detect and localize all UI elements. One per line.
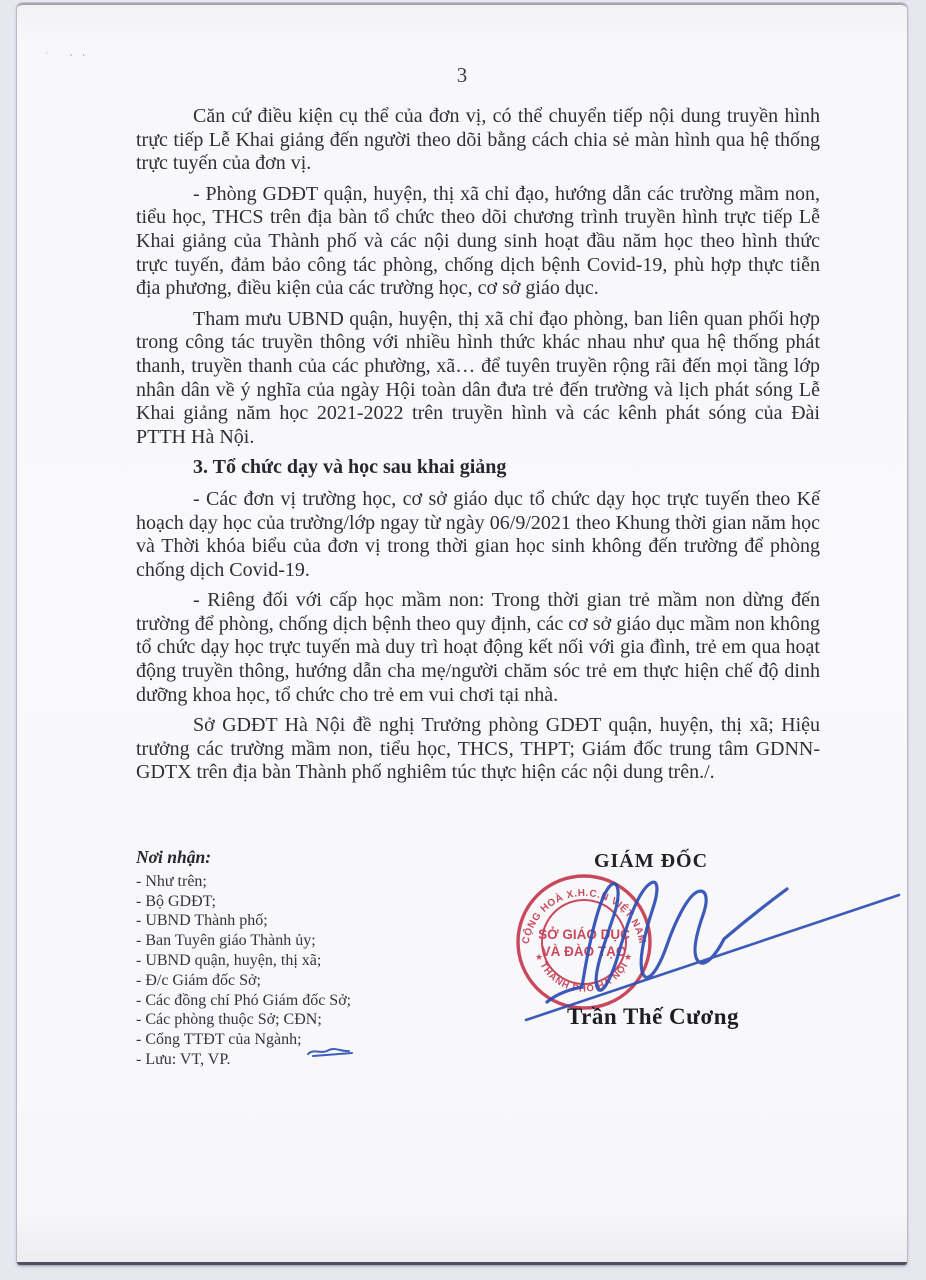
recipient-item: - UBND Thành phố; [136,912,268,930]
recipients-block [136,848,351,1070]
section-heading: 3. Tổ chức dạy và học sau khai giảng [193,456,507,479]
paragraph: - Riêng đối với cấp học mầm non: Trong thời gian trẻ mầm non dừng đến trường để phòng, chống dịch bệnh theo quy định, các cơ sở giáo dục mầm non không tổ chức dạy học trực tuyến mà duy trì hoạt động kết nối với gia đình, trẻ em qua hoạt động truyền thông, hướng dẫn cha mẹ/người chăm sóc trẻ em thực hiện chế độ dinh dưỡng khoa học, tổ chức cho trẻ em vui chơi tại nhà. [136,589,820,706]
scan-speck-marks: ˈ ‧‧ [45,50,95,62]
page-number: 3 [456,63,468,87]
recipient-item: - Đ/c Giám đốc Sở; [136,971,261,989]
stamp-center-line1: SỞ GIÁO DỤC [538,927,630,942]
stamp-star-right-icon: ★ [624,953,633,963]
recipient-item: - Lưu: VT, VP. [136,1050,231,1068]
recipients-list [136,872,351,1070]
document-body [136,105,820,792]
recipients-title: Nơi nhận: [136,847,212,867]
recipient-item: - UBND quận, huyện, thị xã; [136,951,322,969]
recipient-item: - Cổng TTĐT của Ngành; [136,1031,302,1049]
recipient-item: - Như trên; [136,872,207,890]
signer-title: GIÁM ĐỐC [593,850,709,872]
stamp-top-text: CỘNG HOÀ X.H.C.N VIỆT NAM [520,887,648,945]
paragraph: Căn cứ điều kiện cụ thể của đơn vị, có thể chuyển tiếp nội dung truyền hình trực tiếp Lễ Khai giảng đến người theo dõi bằng cách chia sẻ màn hình qua hệ thống trực tuyến của đơn vị. [136,105,820,175]
paragraph: - Các đơn vị trường học, cơ sở giáo dục tổ chức dạy học trực tuyến theo Kế hoạch dạy học của trường/lớp ngay từ ngày 06/9/2021 theo Khung thời gian năm học và Thời khóa biểu của đơn vị trong thời gian học sinh không đến trường để phòng chống dịch Covid-19. [136,487,820,581]
recipient-item: - Các phòng thuộc Sở; CĐN; [136,1011,322,1029]
pen-squiggle-mark [305,1045,357,1059]
recipient-item: - Bộ GDĐT; [136,892,216,910]
document-page [17,3,907,1265]
paragraph: Sở GDĐT Hà Nội đề nghị Trưởng phòng GDĐT quận, huyện, thị xã; Hiệu trưởng các trường mầm non, tiểu học, THCS, THPT; Giám đốc trung tâm GDNN-GDTX trên địa bàn Thành phố nghiêm túc thực hiện các nội dung trên./. [136,714,820,784]
stamp-star-left-icon: ★ [535,953,544,963]
recipient-item: - Ban Tuyên giáo Thành ủy; [136,932,316,950]
stamp-bottom-text: THÀNH PHỐ HÀ NỘI [537,960,631,995]
stamp-center-line2: VÀ ĐÀO TẠO [541,944,627,959]
signer-name: Trần Thế Cương [567,1004,739,1029]
paragraph: - Phòng GDĐT quận, huyện, thị xã chỉ đạo, hướng dẫn các trường mầm non, tiểu học, THCS trên địa bàn tổ chức theo dõi chương trình truyền hình trực tiếp Lễ Khai giảng của Thành phố và các nội dung sinh hoạt đầu năm học theo hình thức trực tuyến, đảm bảo công tác phòng, chống dịch bệnh Covid-19, phù hợp thực tiễn địa phương, điều kiện của các trường học, cơ sở giáo dục. [136,182,820,300]
recipient-item: - Các đồng chí Phó Giám đốc Sở; [136,991,352,1009]
paragraph: Tham mưu UBND quận, huyện, thị xã chỉ đạo phòng, ban liên quan phối hợp trong công tác truyền thông với nhiều hình thức khác nhau như qua hệ thống phát thanh, truyền thanh của các phường, xã… để tuyên truyền rộng rãi đến mọi tầng lớp nhân dân về ý nghĩa của ngày Hội toàn dân đưa trẻ đến trường và lịch phát sóng Lễ Khai giảng năm học 2021-2022 trên truyền hình và các kênh phát sóng của Đài PTTH Hà Nội. [136,307,820,448]
